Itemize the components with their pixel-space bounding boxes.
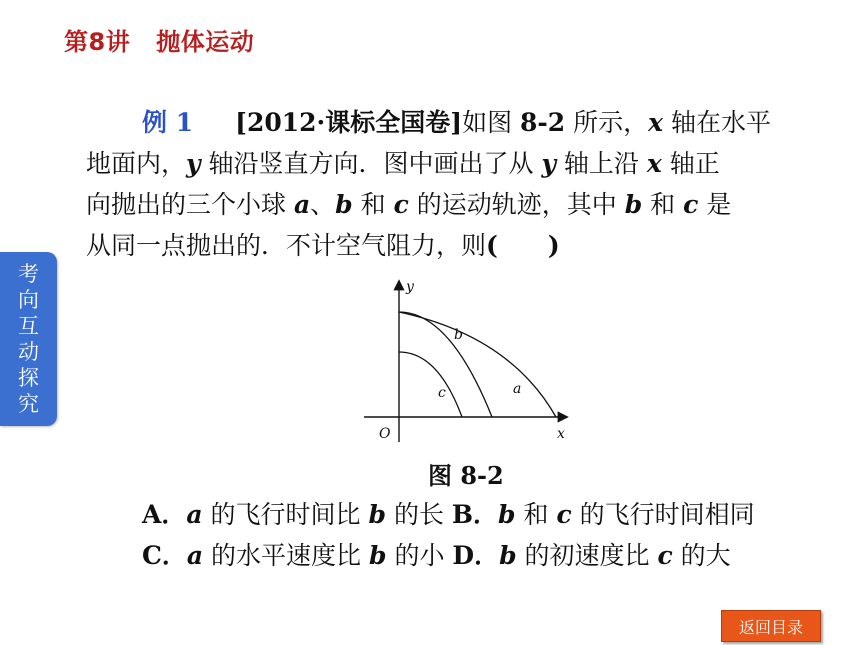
back-to-contents-button[interactable]: 返回目录 [721, 610, 821, 642]
side-tab-char: 互 [18, 314, 39, 338]
option-text: 的小 [386, 541, 445, 570]
side-tab-char: 究 [18, 392, 39, 416]
question-text-run: 轴上沿 [555, 149, 647, 178]
question-text-run: 、 [310, 190, 336, 219]
options-row-2 [142, 535, 755, 576]
var-b: b [499, 541, 517, 570]
option-a[interactable] [142, 500, 444, 529]
question-text [86, 102, 816, 266]
question-text-run: 轴在水平 [663, 108, 771, 137]
options-row-1 [142, 494, 755, 535]
option-text: 的水平速度比 [203, 541, 370, 570]
question-text-run: 如图 [462, 108, 521, 137]
question-text-run: 从同一点抛出的．不计空气阻力，则 [86, 231, 487, 260]
example-label: 例 1 [142, 108, 194, 137]
var-b: b [498, 500, 516, 529]
var-y: y [186, 149, 201, 178]
var-b: b [335, 190, 353, 219]
origin-label: O [379, 426, 391, 442]
question-line [86, 225, 816, 266]
question-text-run: 地面内， [86, 149, 187, 178]
option-c[interactable] [142, 541, 444, 570]
side-tab-char: 向 [18, 288, 39, 312]
lecture-topic: 抛体运动 [156, 28, 255, 56]
option-key: B． [451, 500, 499, 529]
var-y: y [541, 149, 556, 178]
question-text-run: 轴正 [661, 149, 720, 178]
trajectory-b [399, 312, 492, 417]
var-c: c [657, 541, 673, 570]
option-text: 的大 [672, 541, 731, 570]
question-text-run: 是 [698, 190, 732, 219]
option-b[interactable] [452, 500, 755, 529]
question-line [86, 102, 816, 143]
figure-caption: 图 8-2 [428, 461, 504, 490]
question-text-run: 轴沿竖直方向．图中画出了从 [200, 149, 542, 178]
side-tab-char: 考 [18, 262, 39, 286]
var-c: c [683, 190, 699, 219]
question-text-run: 和 [352, 190, 394, 219]
side-tab-char: 探 [18, 366, 39, 390]
answer-blank: ( ) [486, 231, 560, 260]
question-text-run: 的运动轨迹，其中 [408, 190, 625, 219]
var-b: b [624, 190, 643, 219]
var-x: x [648, 108, 664, 137]
option-text: 的飞行时间比 [202, 500, 369, 529]
question-line [86, 143, 816, 184]
trajectory-a [399, 312, 556, 417]
var-x: x [646, 149, 662, 178]
var-a: a [293, 190, 311, 219]
answer-options [142, 494, 755, 576]
option-key: C． [142, 541, 187, 570]
option-text: 和 [515, 500, 557, 529]
side-tab-explore[interactable] [0, 252, 57, 426]
curve-label-a: a [513, 381, 522, 397]
curve-label-b: b [454, 327, 463, 343]
option-text: 的初速度比 [516, 541, 658, 570]
side-tab-char: 动 [18, 340, 39, 364]
option-text: 的飞行时间相同 [571, 500, 755, 529]
var-b: b [369, 541, 387, 570]
var-a: a [186, 500, 203, 529]
trajectory-figure [360, 276, 580, 446]
figure-ref: 8-2 [520, 108, 566, 137]
option-text: 的长 [386, 500, 444, 529]
var-a: a [186, 541, 204, 570]
x-axis-label: x [557, 426, 565, 442]
question-source: [2012·课标全国卷] [235, 108, 463, 137]
lecture-number: 第8讲 [64, 28, 131, 56]
curve-label-c: c [438, 385, 446, 401]
question-line [86, 184, 816, 225]
option-d[interactable] [452, 541, 730, 570]
trajectory-c [399, 352, 462, 417]
y-axis-label: y [406, 279, 414, 295]
var-c: c [393, 190, 409, 219]
question-text-run: 和 [642, 190, 684, 219]
option-key: D． [452, 541, 500, 570]
option-key: A． [142, 500, 187, 529]
question-text-run: 向抛出的三个小球 [86, 190, 294, 219]
question-text-run: 所示， [565, 108, 649, 137]
var-b: b [368, 500, 386, 529]
var-c: c [556, 500, 572, 529]
page-header [64, 22, 254, 57]
